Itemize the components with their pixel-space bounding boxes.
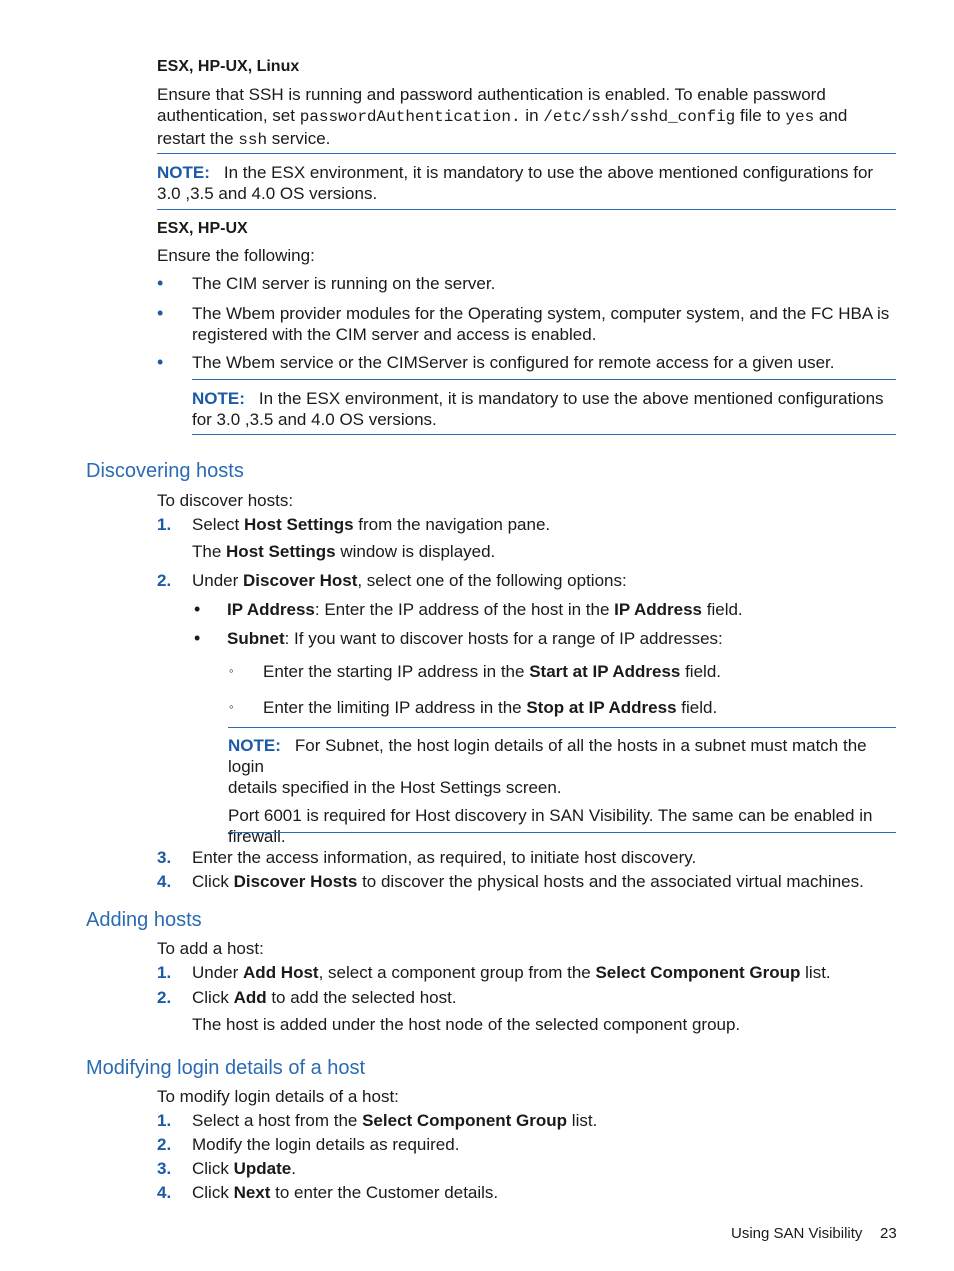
ui-term: Subnet — [227, 629, 285, 648]
step-number: 1. — [157, 515, 172, 534]
subnet-start-item — [263, 661, 721, 682]
note-text: In the ESX environment, it is mandatory to use the above mentioned configurations — [258, 389, 884, 408]
circle-bullet-icon: ◦ — [229, 663, 234, 678]
ui-term: Discover Hosts — [233, 872, 358, 891]
ssh-text-line-3 — [157, 128, 897, 151]
step-number: 2. — [157, 988, 172, 1007]
note-3-line-3: Port 6001 is required for Host discovery in SAN Visibility. The same can be enabled in — [228, 806, 873, 825]
step-text: Select a host from the — [192, 1111, 363, 1130]
modify-step-4 — [192, 1182, 896, 1203]
discover-step-3: Enter the access information, as required, to initiate host discovery. — [192, 848, 697, 867]
note-1 — [157, 162, 897, 204]
ssh-section-title: ESX, HP-UX, Linux — [157, 58, 300, 75]
footer-section-title: Using SAN Visibility — [731, 1225, 863, 1242]
ssh-text: in — [520, 106, 544, 125]
step-text: Click — [192, 988, 234, 1007]
code-ssh: ssh — [238, 131, 268, 149]
ui-term: Next — [233, 1183, 271, 1202]
ssh-text-line-2 — [157, 105, 897, 128]
ssh-text-line-1: Ensure that SSH is running and password authentication is enabled. To enable password — [157, 85, 826, 104]
ui-term: Update — [233, 1159, 292, 1178]
step-text: list. — [567, 1111, 598, 1130]
step-text: Click — [192, 872, 234, 891]
option-ip-address — [227, 599, 743, 620]
cim-section-title: ESX, HP-UX — [157, 220, 248, 237]
subnet-stop-item — [263, 697, 717, 718]
note-2-line-2: for 3.0 ,3.5 and 4.0 OS versions. — [192, 410, 437, 429]
note-rule-bottom — [192, 434, 896, 435]
discovering-hosts-heading: Discovering hosts — [86, 460, 244, 482]
cim-bullet-1: The CIM server is running on the server. — [192, 274, 496, 293]
step-number: 2. — [157, 1135, 172, 1154]
note-3-line-2: details specified in the Host Settings screen. — [228, 778, 562, 797]
note-rule-top — [192, 379, 896, 380]
sub-text: field. — [680, 662, 721, 681]
step-text: to discover the physical hosts and the associated virtual machines. — [357, 872, 864, 891]
step-text: . — [291, 1159, 296, 1178]
ui-term: IP Address — [227, 600, 315, 619]
sub-text: Enter the starting IP address in the — [263, 662, 530, 681]
cim-intro: Ensure the following: — [157, 246, 315, 265]
cim-bullet-2-line-2: registered with the CIM server and access is enabled. — [192, 325, 597, 344]
discovering-intro: To discover hosts: — [157, 491, 294, 510]
bullet-icon: • — [157, 352, 164, 372]
option-text: : Enter the IP address of the host in the — [314, 600, 615, 619]
ui-term: Host Settings — [243, 515, 354, 534]
cim-bullet-3: The Wbem service or the CIMServer is configured for remote access for a given user. — [192, 353, 835, 372]
ssh-text: authentication, set — [157, 106, 300, 125]
modifying-intro: To modify login details of a host: — [157, 1087, 399, 1106]
sub-text: Enter the limiting IP address in the — [263, 698, 527, 717]
step-text: The — [192, 542, 227, 561]
step-number: 3. — [157, 848, 172, 867]
discover-step-1 — [192, 514, 896, 535]
code-yes: yes — [785, 108, 815, 126]
modify-step-2: Modify the login details as required. — [192, 1135, 460, 1154]
bullet-icon: • — [157, 273, 164, 293]
note-text: For Subnet, the host login details of all the hosts in a subnet must match the login — [228, 736, 867, 776]
step-text: Select — [192, 515, 244, 534]
ui-term: Add — [233, 988, 267, 1007]
step-text: Click — [192, 1183, 234, 1202]
ui-term: IP Address — [614, 600, 703, 619]
ssh-text: file to — [735, 106, 786, 125]
adding-intro: To add a host: — [157, 939, 264, 958]
code-password-auth: passwordAuthentication. — [299, 108, 521, 126]
adding-hosts-heading: Adding hosts — [86, 909, 202, 931]
ssh-text: and — [814, 106, 848, 125]
bullet-icon: • — [194, 599, 201, 619]
step-text: Under — [192, 571, 244, 590]
step-number: 1. — [157, 963, 172, 982]
code-sshd-config: /etc/ssh/sshd_config — [543, 108, 736, 126]
ui-term: Host Settings — [226, 542, 336, 561]
note-text: In the ESX environment, it is mandatory to use the above mentioned configurations for — [223, 163, 874, 182]
modify-step-3 — [192, 1158, 896, 1179]
step-text: to enter the Customer details. — [270, 1183, 499, 1202]
page-number: 23 — [880, 1225, 897, 1242]
step-number: 3. — [157, 1159, 172, 1178]
note-1-line-2: 3.0 ,3.5 and 4.0 OS versions. — [157, 184, 378, 203]
ui-term: Select Component Group — [362, 1111, 568, 1130]
add-step-2-result: The host is added under the host node of the selected component group. — [192, 1015, 741, 1034]
step-number: 4. — [157, 1183, 172, 1202]
add-step-1 — [192, 962, 896, 983]
note-rule-bottom — [157, 209, 896, 210]
discover-step-4 — [192, 871, 896, 892]
step-text: Click — [192, 1159, 234, 1178]
modifying-heading: Modifying login details of a host — [86, 1057, 366, 1079]
ui-term: Start at IP Address — [529, 662, 681, 681]
note-rule-top — [157, 153, 896, 154]
option-text: field. — [702, 600, 743, 619]
note-label: NOTE: — [192, 389, 245, 408]
step-number: 1. — [157, 1111, 172, 1130]
ui-term: Discover Host — [243, 571, 358, 590]
option-text: : If you want to discover hosts for a range of IP addresses: — [284, 629, 723, 648]
step-text: from the navigation pane. — [353, 515, 551, 534]
ssh-paragraph — [157, 84, 897, 151]
note-rule-top — [228, 727, 896, 728]
note-subnet — [228, 735, 896, 847]
ui-term: Add Host — [243, 963, 319, 982]
step-text: list. — [800, 963, 831, 982]
bullet-icon: • — [194, 628, 201, 648]
discover-step-2 — [192, 570, 896, 591]
step-text: , select a component group from the — [318, 963, 596, 982]
note-3-line-1 — [228, 735, 896, 777]
ssh-text: service. — [267, 129, 331, 148]
cim-bullet-2-line-1: The Wbem provider modules for the Operating system, computer system, and the FC HBA is — [192, 304, 890, 323]
note-2 — [192, 388, 896, 430]
ui-term: Select Component Group — [595, 963, 801, 982]
option-subnet — [227, 628, 723, 649]
modify-step-1 — [192, 1110, 896, 1131]
circle-bullet-icon: ◦ — [229, 699, 234, 714]
sub-text: field. — [676, 698, 718, 717]
note-label: NOTE: — [228, 736, 281, 755]
step-text: to add the selected host. — [266, 988, 457, 1007]
step-number: 2. — [157, 571, 172, 590]
note-1-line-1 — [157, 162, 897, 183]
bullet-icon: • — [157, 303, 164, 323]
note-rule-bottom — [228, 832, 896, 833]
ssh-text: restart the — [157, 129, 239, 148]
note-label: NOTE: — [157, 163, 210, 182]
step-text: , select one of the following options: — [357, 571, 627, 590]
note-3-line-4: firewall. — [228, 827, 286, 846]
note-2-line-1 — [192, 388, 896, 409]
add-step-2 — [192, 987, 896, 1008]
ui-term: Stop at IP Address — [526, 698, 677, 717]
discover-step-1-result — [192, 541, 896, 562]
step-number: 4. — [157, 872, 172, 891]
cim-bullet-2 — [192, 303, 896, 345]
step-text: Under — [192, 963, 244, 982]
step-text: window is displayed. — [335, 542, 496, 561]
